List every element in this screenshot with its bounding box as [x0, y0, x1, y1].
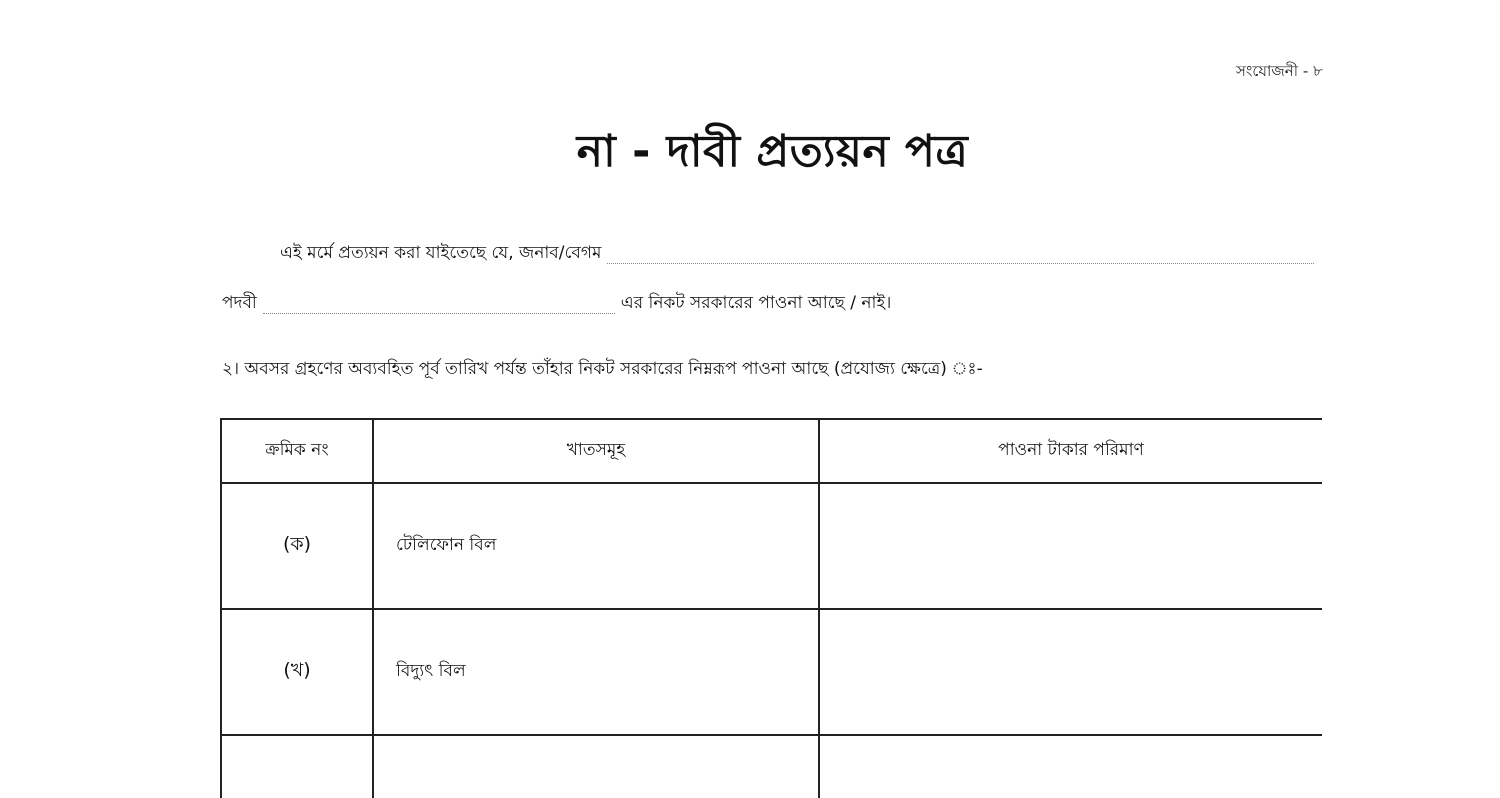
designation-line — [222, 290, 1022, 318]
header-serial: ক্রমিক নং — [221, 419, 373, 483]
row-serial — [221, 735, 373, 798]
header-items: খাতসমূহ — [373, 419, 819, 483]
row-serial: (ক) — [221, 483, 373, 609]
designation-label: পদবী — [222, 293, 257, 313]
table-row — [221, 483, 1322, 609]
table-header-row — [221, 419, 1322, 483]
row-serial: (খ) — [221, 609, 373, 735]
row-item — [373, 735, 819, 798]
header-amount: পাওনা টাকার পরিমাণ — [819, 419, 1322, 483]
dues-table-container — [220, 418, 1322, 798]
name-blank-field[interactable] — [607, 249, 1314, 264]
paragraph-2: ২। অবসর গ্রহণের অব্যবহিত পূর্ব তারিখ পর্যন্ত তাঁহার নিকট সরকারের নিম্নরূপ পাওনা আছে (প্রযোজ্য ক্ষেত্রে) ঃ- — [222, 359, 983, 379]
table-row — [221, 735, 1322, 798]
annex-label: সংযোজনী - ৮ — [1236, 62, 1323, 80]
designation-blank-field[interactable] — [263, 299, 615, 314]
page-title: না - দাবী প্রত্যয়ন পত্র — [576, 126, 969, 177]
certification-line — [280, 240, 1320, 268]
row-item: বিদ্যুৎ বিল — [373, 609, 819, 735]
row-amount-cell[interactable] — [819, 609, 1322, 735]
row-item: টেলিফোন বিল — [373, 483, 819, 609]
row-amount-cell[interactable] — [819, 735, 1322, 798]
dues-table — [220, 418, 1322, 798]
certification-text: এই মর্মে প্রত্যয়ন করা যাইতেছে যে, জনাব/বেগম — [280, 243, 602, 263]
table-row — [221, 609, 1322, 735]
dues-statement: এর নিকট সরকারের পাওনা আছে / নাই। — [620, 293, 892, 313]
row-amount-cell[interactable] — [819, 483, 1322, 609]
